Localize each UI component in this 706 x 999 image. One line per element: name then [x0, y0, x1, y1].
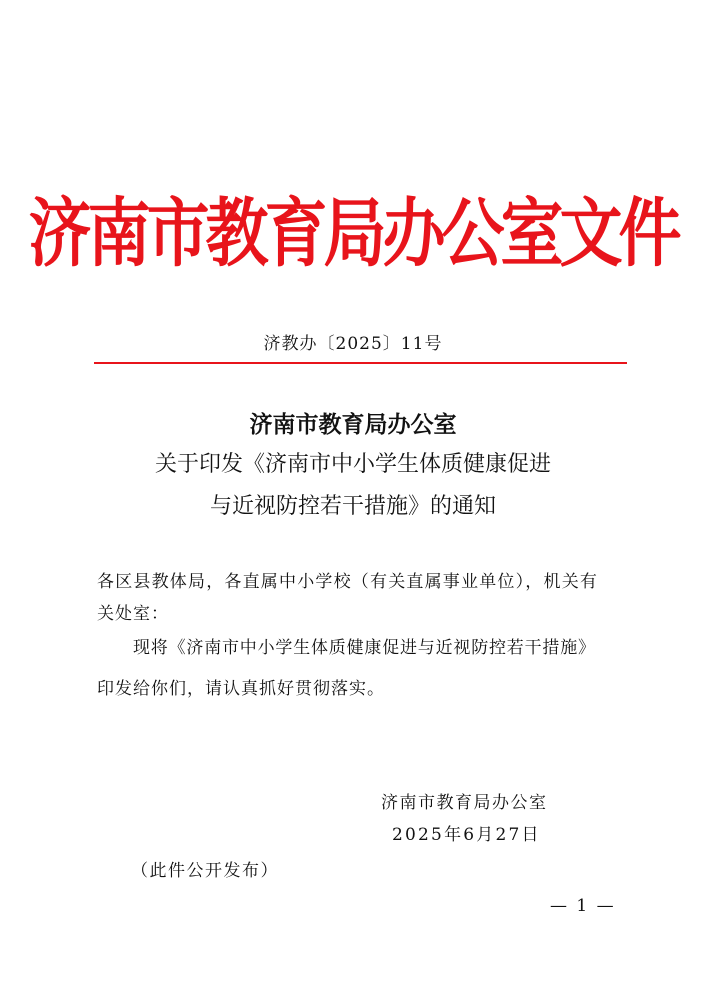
- signature-date: 2025年6月27日: [392, 825, 541, 845]
- document-header-title: 济南市教育局办公室文件: [28, 189, 678, 277]
- notice-title-line-3: 与近视防控若干措施》的通知: [209, 494, 496, 519]
- notice-title-line-1: 济南市教育局办公室: [249, 411, 457, 438]
- addressee-line-2: 关处室：: [97, 604, 169, 624]
- document-number: 济教办〔2025〕11号: [263, 334, 443, 354]
- red-divider-line: [94, 362, 627, 364]
- body-text-line-1: 现将《济南市中小学生体质健康促进与近视防控若干措施》: [133, 638, 596, 658]
- disclosure-note: （此件公开发布）: [131, 861, 279, 881]
- addressee-line-1: 各区县教体局，各直属中小学校（有关直属事业单位），机关有: [97, 572, 599, 592]
- notice-title-line-2: 关于印发《济南市中小学生体质健康促进: [154, 452, 551, 477]
- signature-organization: 济南市教育局办公室: [381, 793, 548, 813]
- page-number: — 1 —: [550, 896, 616, 916]
- body-text-line-2: 印发给你们，请认真抓好贯彻落实。: [97, 679, 385, 699]
